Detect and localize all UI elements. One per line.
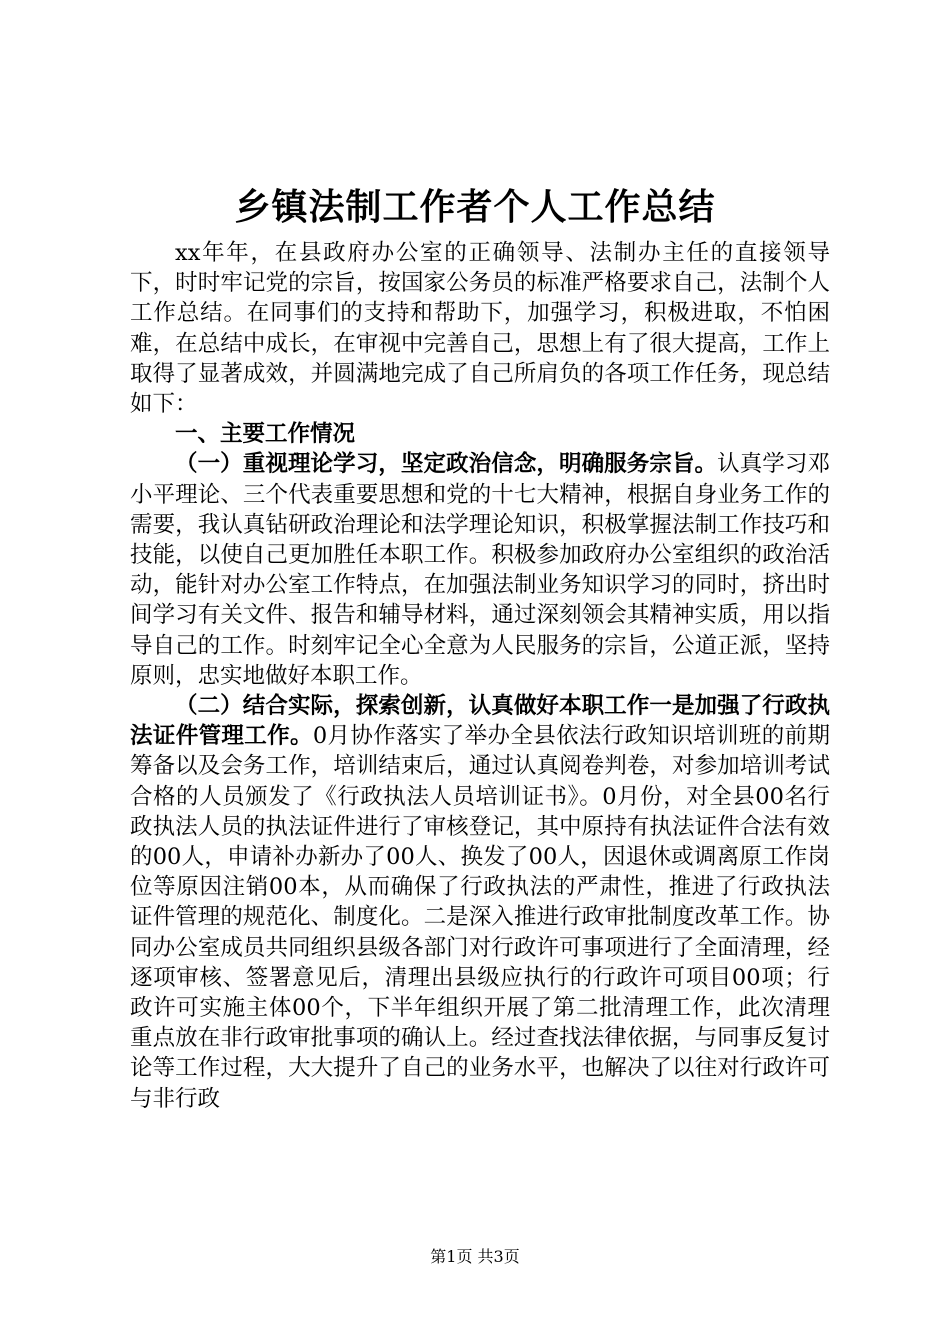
paragraph-lead-practical-work: （二）结合实际，探索创新，认真做好本职工作一是加强了行政执法证件管理工作。 [130, 693, 830, 750]
intro-text: xx年年，在县政府办公室的正确领导、法制办主任的直接领导下，时时牢记党的宗旨，按国家公务员的标准严格要求自己，法制个人工作总结。在同事们的支持和帮助下，加强学习，积极进取，不怕困难，在总结中成长，在审视中完善自己，思想上有了很大提高，工作上取得了显著成效，并圆满地完成了自己所肩负的各项工作任务，现总结如下： [130, 240, 830, 418]
section-heading-text: 一、主要工作情况 [175, 421, 356, 448]
page-footer [0, 1246, 950, 1268]
intro-paragraph [130, 238, 830, 419]
document-title: 乡镇法制工作者个人工作总结 [234, 186, 716, 228]
section-heading-main-work [130, 419, 830, 449]
paragraph-text-theory-study: 认真学习邓小平理论、三个代表重要思想和党的十七大精神，根据自身业务工作的需要，我认真钻研政治理论和法学理论知识，积极掌握法制工作技巧和技能，以使自己更加胜任本职工作。积极参加政府办公室组织的政治活动，能针对办公室工作特点，在加强法制业务知识学习的同时，挤出时间学习有关文件、报告和辅导材料，通过深刻领会其精神实质，用以指导自己的工作。时刻牢记全心全意为人民服务的宗旨，公道正派，坚持原则，忠实地做好本职工作。 [130, 451, 830, 689]
page-number: 第1页 共3页 [430, 1247, 520, 1266]
document-body [130, 238, 830, 1114]
paragraph-lead-theory-study: （一）重视理论学习，坚定政治信念，明确服务宗旨。 [175, 451, 718, 478]
paragraph-text-practical-work: 0月协作落实了举办全县依法行政知识培训班的前期筹备以及会务工作，培训结束后，通过认真阅卷判卷，对参加培训考试合格的人员颁发了《行政执法人员培训证书》。0月份，对全县00名行政执法人员的执法证件进行了审核登记，其中原持有执法证件合法有效的00人，申请补办新办了00人、换发了00人，因退休或调离原工作岗位等原因注销00本，从而确保了行政执法的严肃性，推进了行政执法证件管理的规范化、制度化。二是深入推进行政审批制度改革工作。协同办公室成员共同组织县级各部门对行政许可事项进行了全面清理，经逐项审核、签署意见后，清理出县级应执行的行政许可项目00项；行政许可实施主体00个，下半年组织开展了第二批清理工作，此次清理重点放在非行政审批事项的确认上。经过查找法律依据，与同事反复讨论等工作过程，大大提升了自己的业务水平，也解决了以往对行政许可与非行政 [130, 723, 830, 1112]
paragraph-theory-study [130, 449, 830, 691]
paragraph-practical-work [130, 691, 830, 1114]
